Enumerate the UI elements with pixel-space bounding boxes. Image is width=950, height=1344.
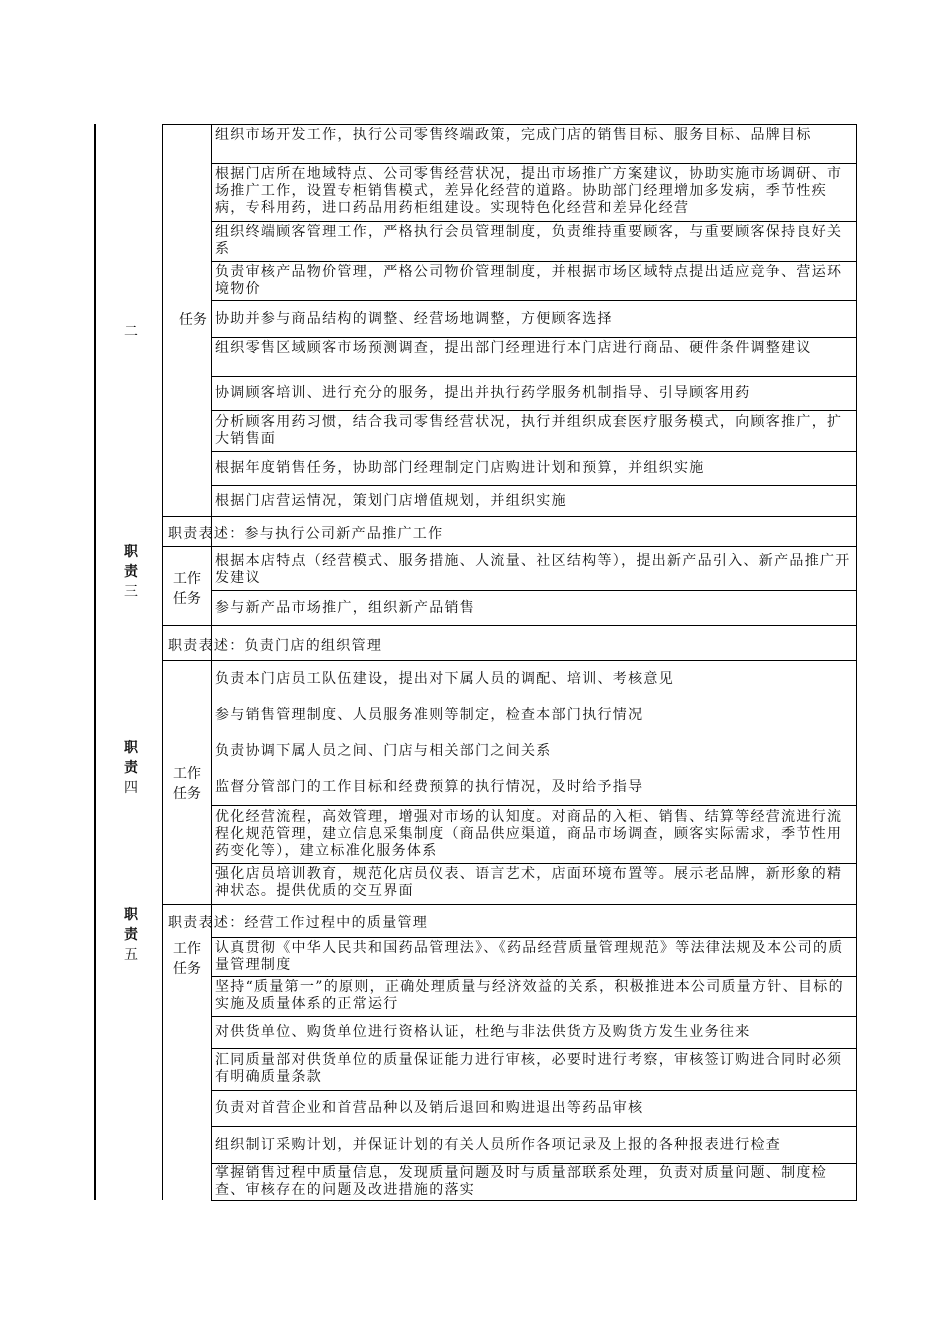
divider	[211, 976, 857, 977]
task-row: 认真贯彻《中华人民共和国药品管理法》、《药品经营质量管理规范》等法律法规及本公司的质量管理制度	[215, 940, 844, 973]
task-row: 负责本门店员工队伍建设，提出对下属人员的调配、培训、考核意见	[215, 671, 674, 687]
label-column-border	[162, 124, 163, 1200]
task-label-line: 工作	[173, 941, 201, 957]
duty-number: 四	[124, 780, 138, 796]
divider	[211, 221, 857, 222]
divider	[211, 337, 857, 338]
task-row: 汇同质量部对供货单位的质量保证能力进行审核，必要时进行考察，审核签订购进合同时必须有明确质量条款	[215, 1052, 843, 1085]
duty-number: 三	[124, 584, 138, 600]
duty-statement-5: 职责表述：经营工作过程中的质量管理	[168, 915, 429, 931]
duty-label-char: 责	[124, 760, 138, 776]
duty-label-3	[100, 542, 162, 602]
divider	[162, 124, 857, 125]
task-label-2: 任务	[179, 312, 207, 328]
task-row: 组织市场开发工作，执行公司零售终端政策，完成门店的销售目标、服务目标、品牌目标	[215, 127, 812, 143]
task-row: 强化店员培训教育，规范化店员仪表、语言艺术，店面环境布置等。展示老品牌，新形象的精神状态。提供优质的交互界面	[215, 866, 843, 899]
task-label-line: 工作	[173, 571, 201, 587]
divider	[162, 660, 857, 661]
task-label-line: 工作	[173, 766, 201, 782]
task-row: 负责协调下属人员之间、门店与相关部门之间关系	[215, 743, 552, 759]
divider	[211, 1163, 857, 1164]
task-label-3	[163, 569, 211, 609]
task-row: 参与销售管理制度、人员服务准则等制定，检查本部门执行情况	[215, 707, 644, 723]
task-label-line: 任务	[173, 786, 201, 802]
duty-label-char: 职	[124, 907, 138, 923]
divider	[211, 261, 857, 262]
duty-statement-4: 职责表述：负责门店的组织管理	[168, 638, 383, 654]
duty-label-4	[100, 738, 162, 798]
divider	[211, 1200, 857, 1201]
divider	[211, 805, 857, 806]
task-row: 负责审核产品物价管理，严格公司物价管理制度，并根据市场区域特点提出适应竞争、营运环境物价	[215, 264, 843, 297]
duty-label-char: 职	[124, 740, 138, 756]
duty-label-char: 职	[124, 544, 138, 560]
task-row: 组织制订采购计划，并保证计划的有关人员所作各项记录及上报的各种报表进行检查	[215, 1136, 782, 1153]
divider	[162, 516, 857, 517]
task-row: 负责对首营企业和首营品种以及销后退回和购进退出等药品审核	[215, 1100, 644, 1116]
task-label-line: 任务	[173, 591, 201, 607]
divider	[211, 163, 857, 164]
duty-statement-3: 职责表述：参与执行公司新产品推广工作	[168, 526, 444, 542]
duty-label-char: 责	[124, 564, 138, 580]
task-row: 分析顾客用药习惯，结合我司零售经营状况，执行并组织成套医疗服务模式，向顾客推广，扩大销售面	[215, 414, 843, 447]
task-row: 掌握销售过程中质量信息，发现质量问题及时与质量部联系处理，负责对质量问题、制度检查、审核存在的问题及改进措施的落实	[215, 1165, 827, 1198]
task-row: 根据本店特点（经营模式、服务措施、人流量、社区结构等），提出新产品引入、新产品推广开发建议	[215, 553, 851, 586]
task-row: 参与新产品市场推广，组织新产品销售	[215, 599, 476, 616]
divider	[162, 546, 857, 547]
task-label-line: 任务	[173, 961, 201, 977]
task-row: 根据年度销售任务，协助部门经理制定门店购进计划和预算，并组织实施	[215, 460, 705, 476]
task-row: 监督分管部门的工作目标和经费预算的执行情况，及时给予指导	[215, 779, 644, 795]
divider	[211, 863, 857, 864]
divider	[211, 1048, 857, 1049]
divider	[162, 904, 857, 905]
duty-label-5	[100, 905, 162, 965]
divider	[162, 625, 857, 626]
divider	[211, 937, 857, 938]
duty-number: 五	[124, 947, 138, 963]
task-row: 优化经营流程，高效管理，增强对市场的认知度。对商品的入柜、销售、结算等经营流进行流程化规范管理，建立信息采集制度（商品供应渠道，商品市场调查，顾客实际需求，季节性用药变化等），建立标准化服务体系	[215, 809, 843, 859]
duty-label-char: 责	[124, 927, 138, 943]
duty-number-2: 二	[124, 324, 138, 340]
task-column-right-border	[856, 124, 857, 1200]
task-row: 坚持“质量第一”的原则，正确处理质量与经济效益的关系，积极推进本公司质量方针、目标的实施及质量体系的正常运行	[215, 979, 844, 1012]
divider	[211, 410, 857, 411]
task-row: 协助并参与商品结构的调整、经营场地调整，方便顾客选择	[215, 310, 613, 327]
task-label-5	[163, 939, 211, 979]
task-row: 根据门店所在地域特点、公司零售经营状况，提出市场推广方案建议，协助实施市场调研、市场推广工作，设置专柜销售模式，差异化经营的道路。协助部门经理增加多发病，季节性疾病，专科用药，进口药品用药柜组建设。实现特色化经营和差异化经营	[215, 166, 843, 216]
task-label-4	[163, 764, 211, 804]
task-row: 根据门店营运情况，策划门店增值规划，并组织实施	[215, 492, 567, 509]
task-row: 组织零售区域顾客市场预测调查，提出部门经理进行本门店进行商品、硬件条件调整建议	[215, 340, 812, 356]
table-left-border	[94, 124, 96, 1200]
task-row: 组织终端顾客管理工作，严格执行会员管理制度，负责维持重要顾客，与重要顾客保持良好关系	[215, 224, 843, 257]
task-row: 协调顾客培训、进行充分的服务，提出并执行药学服务机制指导、引导顾客用药	[215, 385, 751, 401]
task-row: 对供货单位、购货单位进行资格认证，杜绝与非法供货方及购货方发生业务往来	[215, 1024, 751, 1040]
